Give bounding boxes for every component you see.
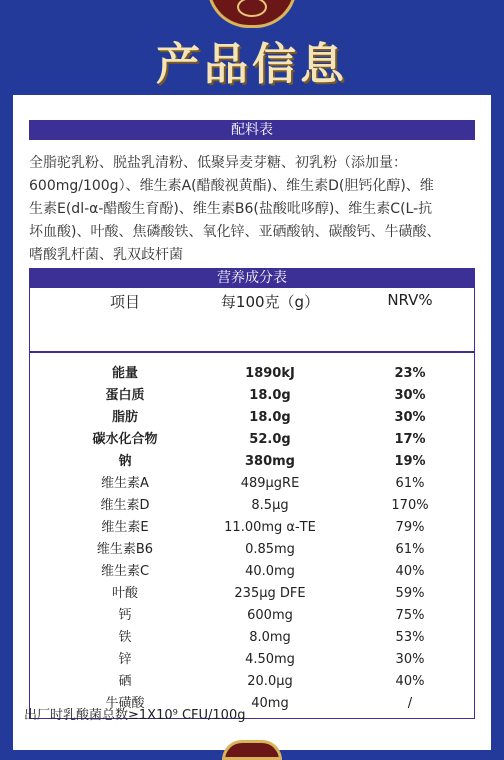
table-row — [30, 473, 474, 495]
cell-nrv: 59% — [395, 586, 425, 601]
table-row — [30, 583, 474, 605]
cell-nrv: 30% — [394, 410, 426, 425]
cell-item: 维生素B6 — [96, 542, 154, 557]
table-row — [30, 627, 474, 649]
ingredients-line: 生素E(dl-α-醋酸生育酚)、维生素B6(盐酸吡哆醇)、维生素C(L-抗 — [29, 201, 433, 217]
column-header-amount: 每100克（g） — [220, 293, 320, 311]
cell-item: 维生素C — [100, 564, 150, 579]
table-row — [30, 495, 474, 517]
cell-nrv: 40% — [395, 564, 425, 579]
table-row — [30, 649, 474, 671]
cell-nrv: 19% — [394, 454, 426, 469]
table-row — [30, 605, 474, 627]
cell-amount: 8.5μg — [251, 498, 289, 513]
table-row — [30, 561, 474, 583]
info-card — [13, 95, 491, 750]
cell-nrv: 23% — [394, 366, 426, 381]
cell-nrv: 170% — [391, 498, 429, 513]
table-row — [30, 539, 474, 561]
cell-item: 脂肪 — [111, 410, 138, 425]
cell-nrv: 53% — [395, 630, 425, 645]
cell-nrv: 75% — [395, 608, 425, 623]
ingredients-line: 600mg/100g）、维生素A(醋酸视黄酯)、维生素D(胆钙化醇)、维 — [29, 178, 434, 194]
cell-amount: 1890kJ — [245, 366, 295, 381]
bottom-emblem-icon — [222, 740, 282, 760]
cell-amount: 600mg — [247, 608, 293, 623]
cell-nrv: 30% — [395, 652, 425, 667]
cell-item: 锌 — [118, 652, 132, 667]
cell-nrv: 79% — [395, 520, 425, 535]
table-row — [30, 385, 474, 407]
cell-item: 碳水化合物 — [92, 432, 158, 447]
cell-nrv: 61% — [395, 542, 425, 557]
table-row — [30, 517, 474, 539]
cell-amount: 52.0g — [249, 432, 291, 447]
cell-item: 钠 — [118, 454, 132, 469]
header-band — [0, 0, 504, 95]
cell-amount: 18.0g — [249, 410, 291, 425]
table-row — [30, 363, 474, 385]
cell-amount: 0.85mg — [245, 542, 295, 557]
cell-amount: 8.0mg — [249, 630, 291, 645]
ingredients-line: 嗜酸乳杆菌、乳双歧杆菌 — [29, 247, 183, 263]
cell-amount: 40.0mg — [245, 564, 295, 579]
table-divider — [30, 351, 474, 353]
cell-item: 维生素A — [101, 476, 149, 491]
ingredients-heading: 配料表 — [29, 120, 475, 140]
cell-amount: 4.50mg — [245, 652, 295, 667]
table-header — [30, 288, 476, 350]
cell-item: 牛磺酸 — [105, 696, 145, 711]
column-header-nrv: NRV% — [387, 291, 433, 309]
ingredients-line: 坏血酸)、叶酸、焦磷酸铁、氧化锌、亚硒酸钠、碳酸钙、牛磺酸、 — [29, 224, 441, 240]
cell-item: 维生素E — [101, 520, 149, 535]
cell-nrv: 17% — [394, 432, 426, 447]
column-header-item: 项目 — [109, 293, 140, 311]
cell-amount: 20.0μg — [247, 674, 293, 689]
cell-item: 钙 — [118, 608, 132, 623]
cell-item: 能量 — [111, 366, 138, 381]
brand-emblem-icon — [207, 0, 297, 28]
cell-amount: 18.0g — [249, 388, 291, 403]
cell-nrv: 61% — [395, 476, 425, 491]
table-row — [30, 429, 474, 451]
cell-item: 铁 — [118, 630, 132, 645]
nutrition-table — [29, 288, 475, 719]
page-title: 产品信息 — [156, 39, 348, 90]
cell-item: 维生素D — [100, 498, 150, 513]
cell-amount: 11.00mg α-TE — [224, 520, 316, 535]
footnote: 出厂时乳酸菌总数≥1X10⁹ CFU/100g — [24, 708, 246, 723]
table-row — [30, 407, 474, 429]
cell-amount: 380mg — [245, 454, 295, 469]
cell-item: 硒 — [118, 674, 132, 689]
cell-nrv: / — [407, 696, 413, 711]
ingredients-text — [29, 152, 475, 267]
table-row — [30, 671, 474, 693]
cell-item: 蛋白质 — [105, 388, 145, 403]
ingredients-line: 全脂驼乳粉、脱盐乳清粉、低聚异麦芽糖、初乳粉（添加量： — [29, 155, 407, 171]
cell-amount: 235μg DFE — [234, 586, 306, 601]
cell-item: 叶酸 — [111, 586, 138, 601]
cell-nrv: 40% — [395, 674, 425, 689]
cell-amount: 489μgRE — [240, 476, 300, 491]
nutrition-heading: 营养成分表 — [29, 268, 475, 288]
cell-nrv: 30% — [394, 388, 426, 403]
cell-amount: 40mg — [251, 696, 289, 711]
table-row — [30, 451, 474, 473]
